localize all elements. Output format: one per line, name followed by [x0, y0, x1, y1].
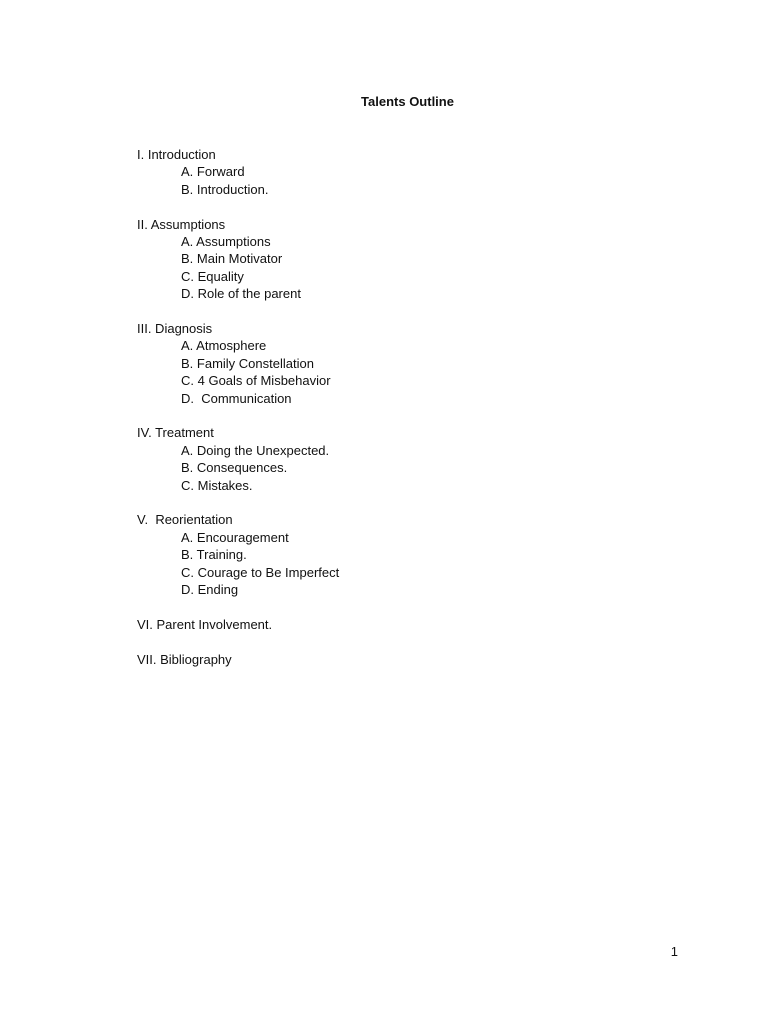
- outline-section: [137, 424, 637, 494]
- section-items: [137, 529, 637, 599]
- page-number: 1: [670, 944, 678, 959]
- section-heading: VII. Bibliography: [137, 651, 232, 667]
- section-heading: III. Diagnosis: [137, 321, 213, 337]
- outline-item: D. Communication: [181, 390, 292, 406]
- outline-item: C. Equality: [181, 268, 244, 284]
- outline-item: B. Consequences.: [181, 460, 288, 476]
- outline-item: A. Atmosphere: [181, 338, 267, 354]
- outline-item: A. Assumptions: [181, 234, 271, 250]
- outline-item: B. Main Motivator: [181, 251, 283, 267]
- document-title: Talents Outline: [361, 94, 454, 109]
- outline-section: [137, 616, 637, 633]
- outline-section: [137, 320, 637, 407]
- outline-section: [137, 511, 637, 598]
- outline-item: B. Training.: [181, 547, 247, 563]
- outline-item: C. Mistakes.: [181, 477, 253, 493]
- outline-item: B. Introduction.: [181, 181, 269, 197]
- section-items: [137, 233, 637, 303]
- outline-item: D. Role of the parent: [181, 286, 301, 302]
- outline-item: A. Doing the Unexpected.: [181, 442, 330, 458]
- section-heading: VI. Parent Involvement.: [137, 616, 273, 632]
- outline-item: D. Ending: [181, 582, 239, 598]
- outline-item: B. Family Constellation: [181, 355, 314, 371]
- outline-section: [137, 146, 637, 198]
- outline-item: C. 4 Goals of Misbehavior: [181, 373, 331, 389]
- outline-section: [137, 651, 637, 668]
- section-heading: I. Introduction: [137, 147, 216, 162]
- outline-section: [137, 216, 637, 303]
- section-heading: II. Assumptions: [137, 216, 226, 232]
- section-heading: V. Reorientation: [137, 512, 233, 528]
- outline-item: C. Courage to Be Imperfect: [181, 564, 340, 580]
- section-items: [137, 442, 637, 494]
- outline-item: A. Forward: [181, 164, 245, 180]
- section-items: [137, 163, 637, 198]
- outline-item: A. Encouragement: [181, 529, 289, 545]
- outline: [137, 146, 637, 685]
- section-heading: IV. Treatment: [137, 425, 214, 441]
- section-items: [137, 337, 637, 407]
